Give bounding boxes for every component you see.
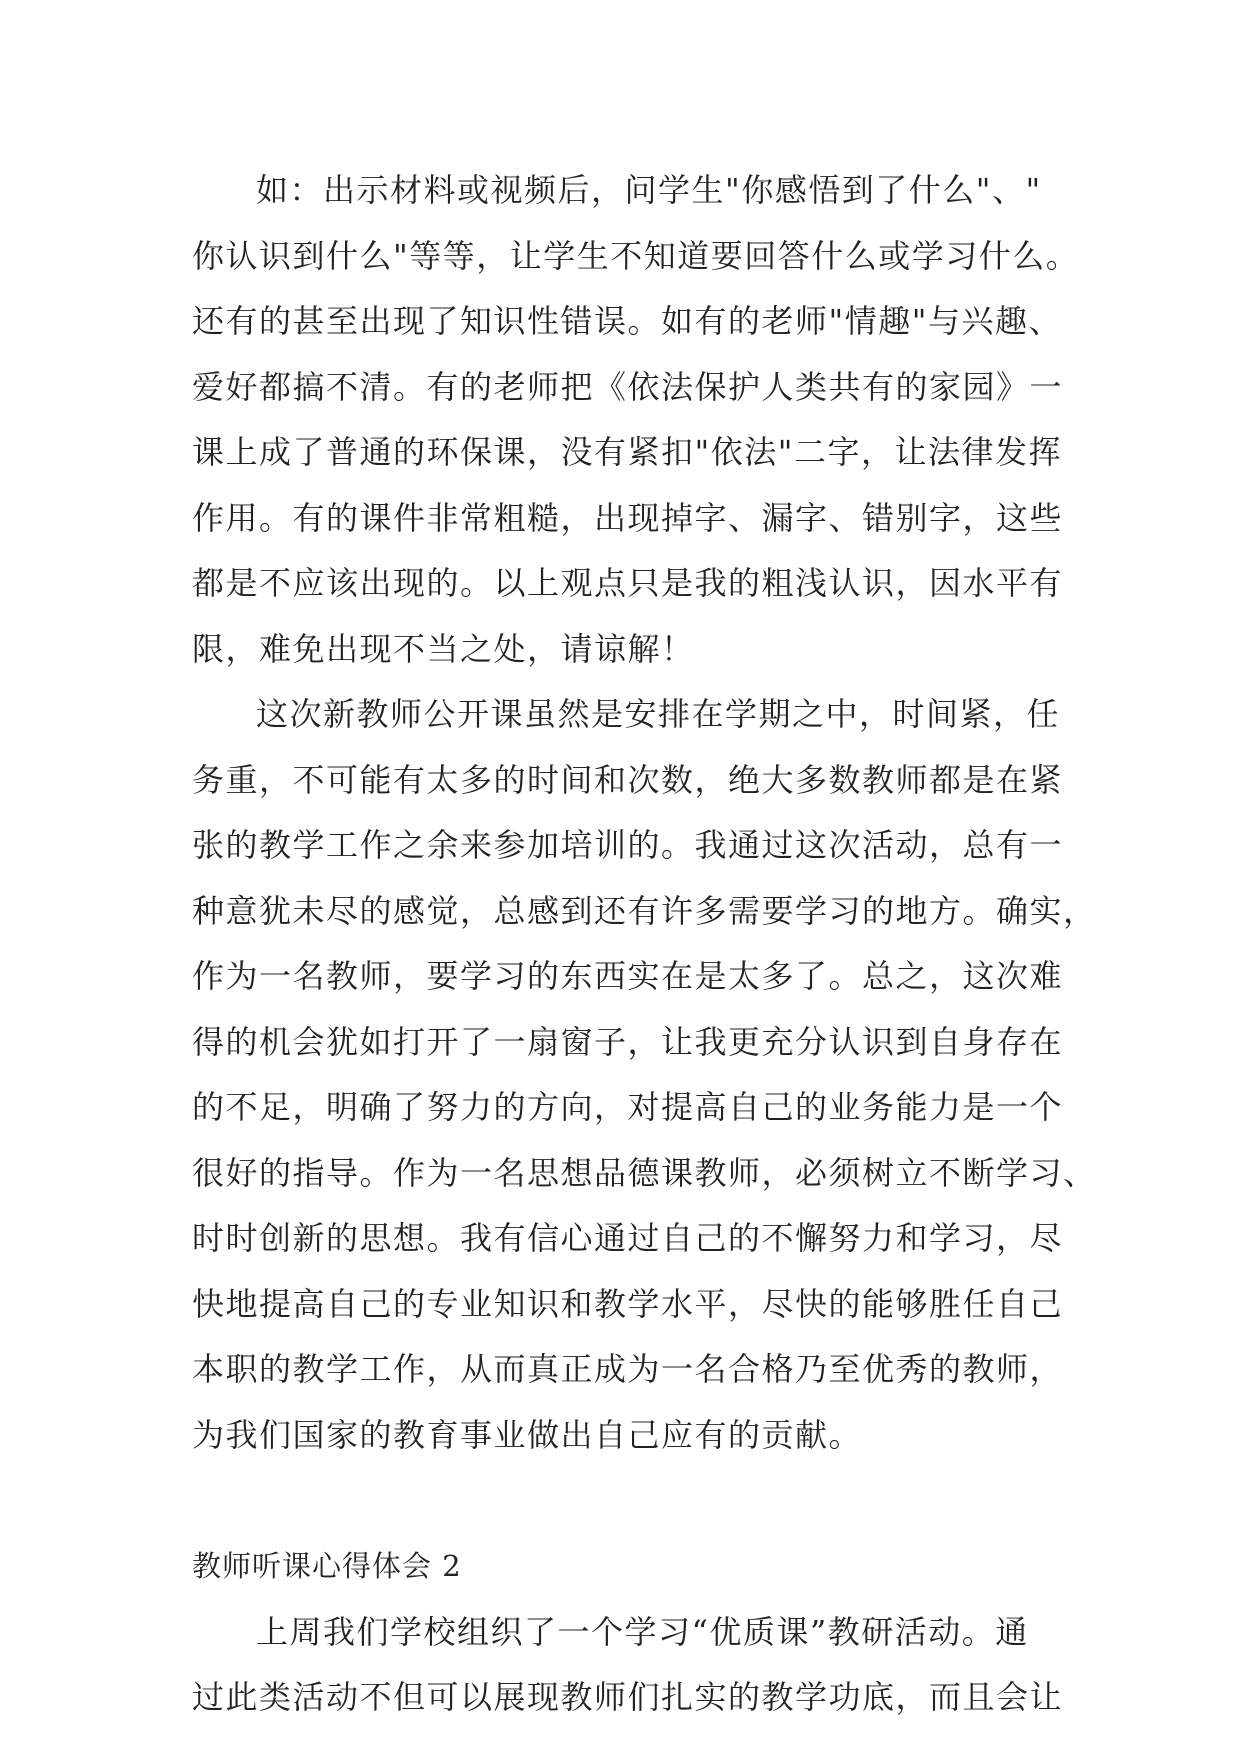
text-line: 都是不应该出现的。以上观点只是我的粗浅认识，因水平有 xyxy=(192,564,1064,602)
text-line: 快地提高自己的专业知识和教学水平，尽快的能够胜任自己 xyxy=(192,1284,1064,1323)
paragraph-1 xyxy=(192,158,1080,682)
text-line: 还有的甚至出现了知识性错误。如有的老师"情趣"与兴趣、 xyxy=(192,302,1062,340)
text-line: 的不足，明确了努力的方向，对提高自己的业务能力是一个 xyxy=(192,1088,1064,1126)
text-line: 上周我们学校组织了一个学习“优质课”教研活动。通 xyxy=(256,1612,1029,1651)
text-line: 爱好都搞不清。有的老师把《依法保护人类共有的家园》一 xyxy=(192,367,1064,406)
text-line: 作为一名教师，要学习的东西实在是太多了。总之，这次难 xyxy=(192,957,1064,995)
text-line: 时时创新的思想。我有信心通过自己的不懈努力和学习，尽 xyxy=(192,1219,1064,1257)
text-line: 务重，不可能有太多的时间和次数，绝大多数教师都是在紧 xyxy=(192,760,1064,799)
section-heading: 教师听课心得体会 2 xyxy=(192,1549,462,1583)
paragraph-2 xyxy=(192,682,1097,1468)
text-line: 限，难免出现不当之处，请谅解！ xyxy=(192,629,695,668)
text-line: 本职的教学工作，从而真正成为一名合格乃至优秀的教师， xyxy=(192,1350,1064,1388)
section-spacer xyxy=(192,1468,1054,1534)
text-line: 如：出示材料或视频后，问学生"你感悟到了什么"、" xyxy=(256,171,1042,209)
text-line: 这次新教师公开课虽然是安排在学期之中，时间紧，任 xyxy=(256,695,1061,733)
text-line: 你认识到什么"等等，让学生不知道要回答什么或学习什么。 xyxy=(192,236,1080,275)
paragraph-3 xyxy=(192,1600,1064,1731)
text-line: 过此类活动不但可以展现教师们扎实的教学功底，而且会让 xyxy=(192,1678,1064,1716)
text-line: 课上成了普通的环保课，没有紧扣"依法"二字，让法律发挥 xyxy=(192,433,1062,471)
text-line: 种意犹未尽的感觉，总感到还有许多需要学习的地方。确实， xyxy=(192,891,1097,930)
text-line: 很好的指导。作为一名思想品德课教师，必须树立不断学习、 xyxy=(192,1153,1097,1192)
text-line: 张的教学工作之余来参加培训的。我通过这次活动，总有一 xyxy=(192,826,1064,864)
text-line: 得的机会犹如打开了一扇窗子，让我更充分认识到自身存在 xyxy=(192,1022,1064,1061)
text-line: 作用。有的课件非常粗糙，出现掉字、漏字、错别字，这些 xyxy=(192,498,1064,537)
text-line: 为我们国家的教育事业做出自己应有的贡献。 xyxy=(192,1415,863,1454)
document-page xyxy=(192,158,1097,1731)
